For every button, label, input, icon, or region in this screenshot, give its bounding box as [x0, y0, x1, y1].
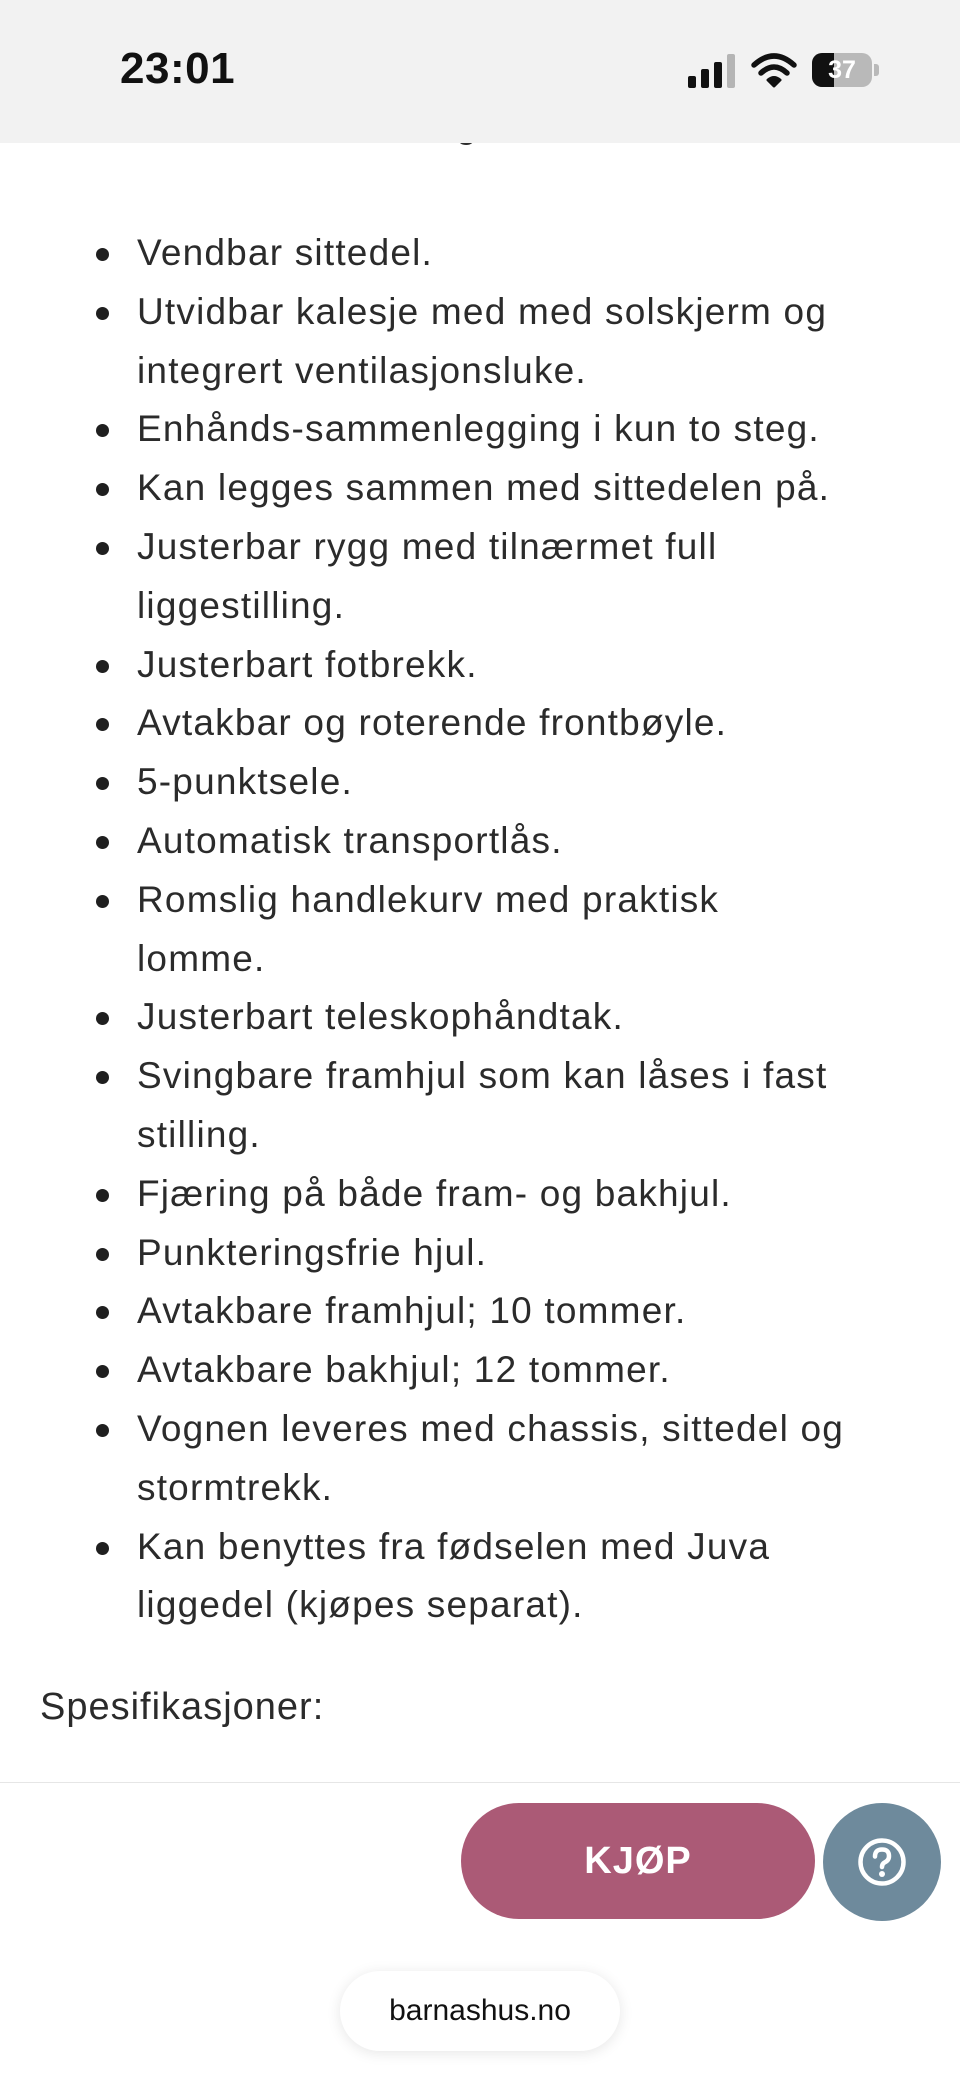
feature-list-item	[40, 988, 920, 1047]
bullet-icon	[96, 1071, 109, 1084]
feature-text-line: Kan benyttes fra fødselen med Juva	[137, 1525, 771, 1567]
feature-text-line: stormtrekk.	[137, 1466, 334, 1508]
feature-text-line: Romslig handlekurv med praktisk	[137, 878, 720, 920]
feature-list-item	[40, 1047, 920, 1165]
feature-list-item	[40, 283, 920, 401]
buy-button[interactable]: KJØP	[461, 1803, 815, 1919]
feature-list-item	[40, 636, 920, 695]
feature-list-item	[40, 753, 920, 812]
bullet-icon	[96, 1365, 109, 1378]
feature-text-line: Avtakbar og roterende frontbøyle.	[137, 702, 728, 744]
signal-icon	[688, 54, 736, 88]
feature-list-item	[40, 459, 920, 518]
feature-text-line: lomme.	[137, 937, 266, 979]
feature-text-line: Punkteringsfrie hjul.	[137, 1231, 488, 1273]
feature-text-line: stilling.	[137, 1113, 261, 1155]
feature-text-line: Avtakbare bakhjul; 12 tommer.	[137, 1349, 671, 1391]
bullet-icon	[96, 895, 109, 908]
feature-list-item	[40, 812, 920, 871]
feature-text-line: Vendbar sittedel.	[137, 232, 434, 273]
feature-text-line: Avtakbare framhjul; 10 tommer.	[137, 1290, 687, 1332]
bullet-icon	[96, 836, 109, 849]
wifi-icon	[751, 52, 797, 88]
bullet-icon	[96, 307, 109, 320]
bullet-icon	[96, 1189, 109, 1202]
feature-list-item	[40, 518, 920, 636]
bullet-icon	[96, 424, 109, 437]
feature-text-line: 5-punktsele.	[137, 761, 353, 803]
bullet-icon	[96, 1012, 109, 1025]
battery-icon	[812, 53, 880, 89]
feature-text-line: Svingbare framhjul som kan låses i fast	[137, 1055, 828, 1097]
feature-list-item	[40, 871, 920, 989]
feature-text-line: Enhånds-sammenlegging i kun to steg.	[137, 408, 820, 450]
feature-list	[40, 224, 920, 1635]
feature-text-line: Utvidbar kalesje med med solskjerm og	[137, 290, 828, 332]
feature-list-item	[40, 400, 920, 459]
feature-text-line: Vognen leveres med chassis, sittedel og	[137, 1407, 845, 1449]
help-button[interactable]	[823, 1803, 941, 1921]
feature-list-item	[40, 1518, 920, 1636]
status-bar	[0, 0, 960, 143]
feature-text-line: integrert ventilasjonsluke.	[137, 349, 587, 391]
feature-text-line: Justerbart teleskophåndtak.	[137, 996, 624, 1038]
feature-list-item	[40, 1341, 920, 1400]
feature-text-line: liggestilling.	[137, 584, 346, 626]
bottom-action-bar	[0, 1782, 960, 2082]
bullet-icon	[96, 248, 109, 261]
bullet-icon	[96, 1424, 109, 1437]
feature-list-item	[40, 1400, 920, 1518]
battery-body	[812, 53, 872, 87]
feature-text-line: liggedel (kjøpes separat).	[137, 1584, 584, 1626]
bullet-icon	[96, 1248, 109, 1261]
feature-list-item	[40, 1224, 920, 1283]
feature-text-line: Justerbart fotbrekk.	[137, 643, 478, 685]
bullet-icon	[96, 660, 109, 673]
bullet-icon	[96, 483, 109, 496]
feature-text-line: Fjæring på både fram- og bakhjul.	[137, 1172, 732, 1214]
feature-list-item	[40, 694, 920, 753]
help-icon	[857, 1837, 907, 1887]
browser-url-bar[interactable]: barnashus.no	[340, 1971, 620, 2051]
feature-text-line: Automatisk transportlås.	[137, 819, 563, 861]
feature-text-line: Justerbar rygg med tilnærmet full	[137, 525, 718, 567]
bullet-icon	[96, 777, 109, 790]
feature-text-line: Kan legges sammen med sittedelen på.	[137, 467, 831, 509]
feature-list-item	[40, 224, 920, 283]
battery-cap	[874, 64, 879, 76]
spec-heading: Spesifikasjoner:	[40, 1686, 325, 1728]
feature-list-item	[40, 1282, 920, 1341]
bullet-icon	[96, 1542, 109, 1555]
bullet-icon	[96, 718, 109, 731]
feature-list-item	[40, 1165, 920, 1224]
bullet-icon	[96, 542, 109, 555]
bullet-icon	[96, 1306, 109, 1319]
battery-level: 37	[828, 56, 856, 84]
status-time: 23:01	[120, 44, 236, 93]
